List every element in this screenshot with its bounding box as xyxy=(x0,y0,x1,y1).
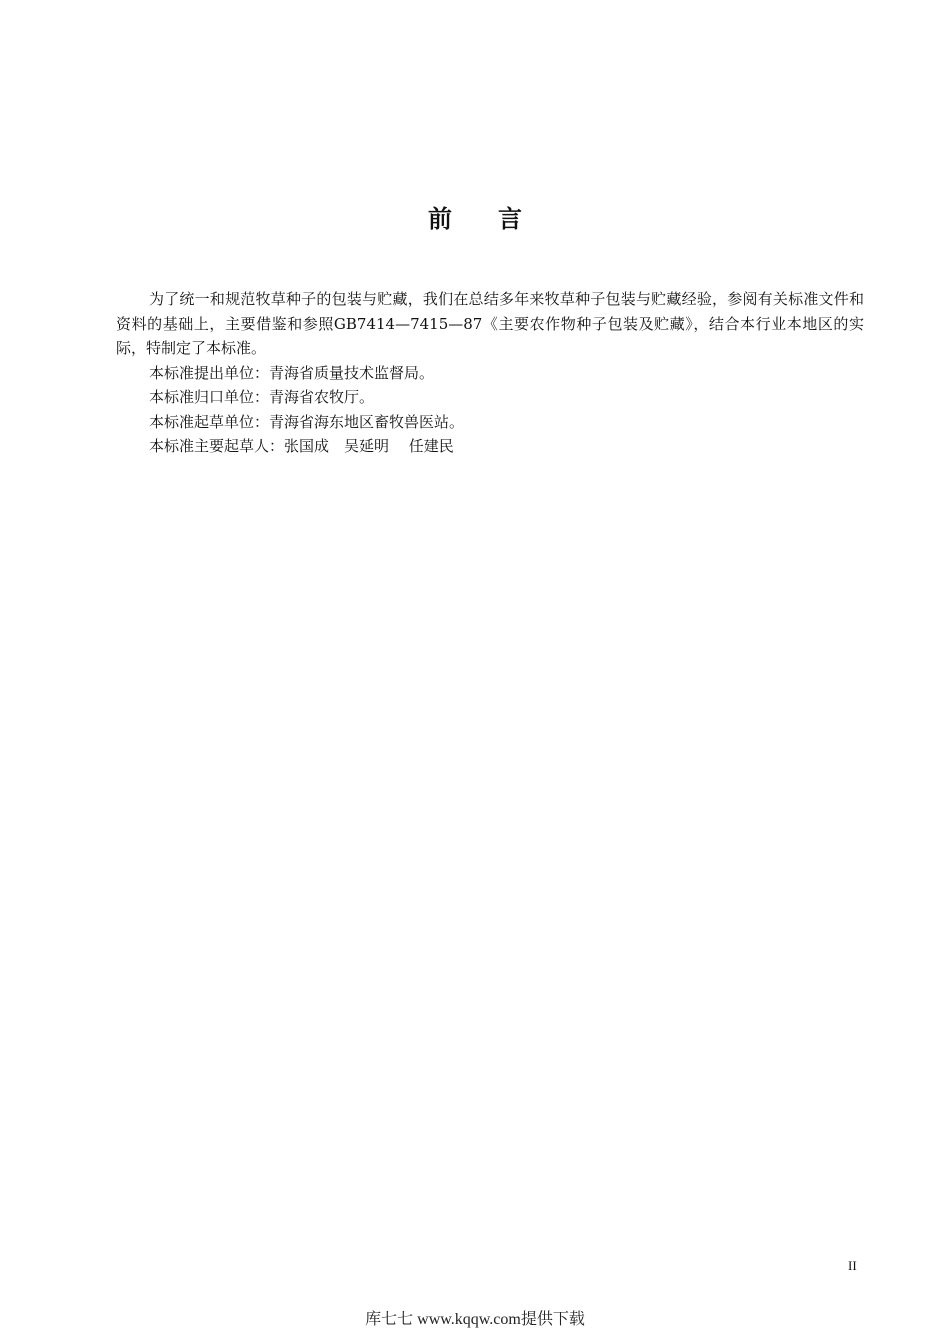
foreword-body xyxy=(116,287,864,459)
paragraph-intro: 为了统一和规范牧草种子的包装与贮藏，我们在总结多年来牧草种子包装与贮藏经验，参阅有关标准文件和资料的基础上，主要借鉴和参照GB7414—7415—87《主要农作物种子包装及贮藏》，结合本行业本地区的实际，特制定了本标准。 xyxy=(116,290,864,357)
paragraph-drafting-unit: 本标准起草单位：青海省海东地区畜牧兽医站。 xyxy=(149,412,465,431)
paragraph-proposer: 本标准提出单位：青海省质量技术监督局。 xyxy=(149,363,435,382)
page-number: II xyxy=(848,1258,857,1273)
download-watermark: 库七七 www.kqqw.com提供下载 xyxy=(365,1311,585,1328)
page-title: 前言 xyxy=(428,204,568,233)
paragraph-drafters: 本标准主要起草人：张国成 吴延明 任建民 xyxy=(149,437,454,455)
paragraph-administrator: 本标准归口单位：青海省农牧厅。 xyxy=(149,388,375,406)
